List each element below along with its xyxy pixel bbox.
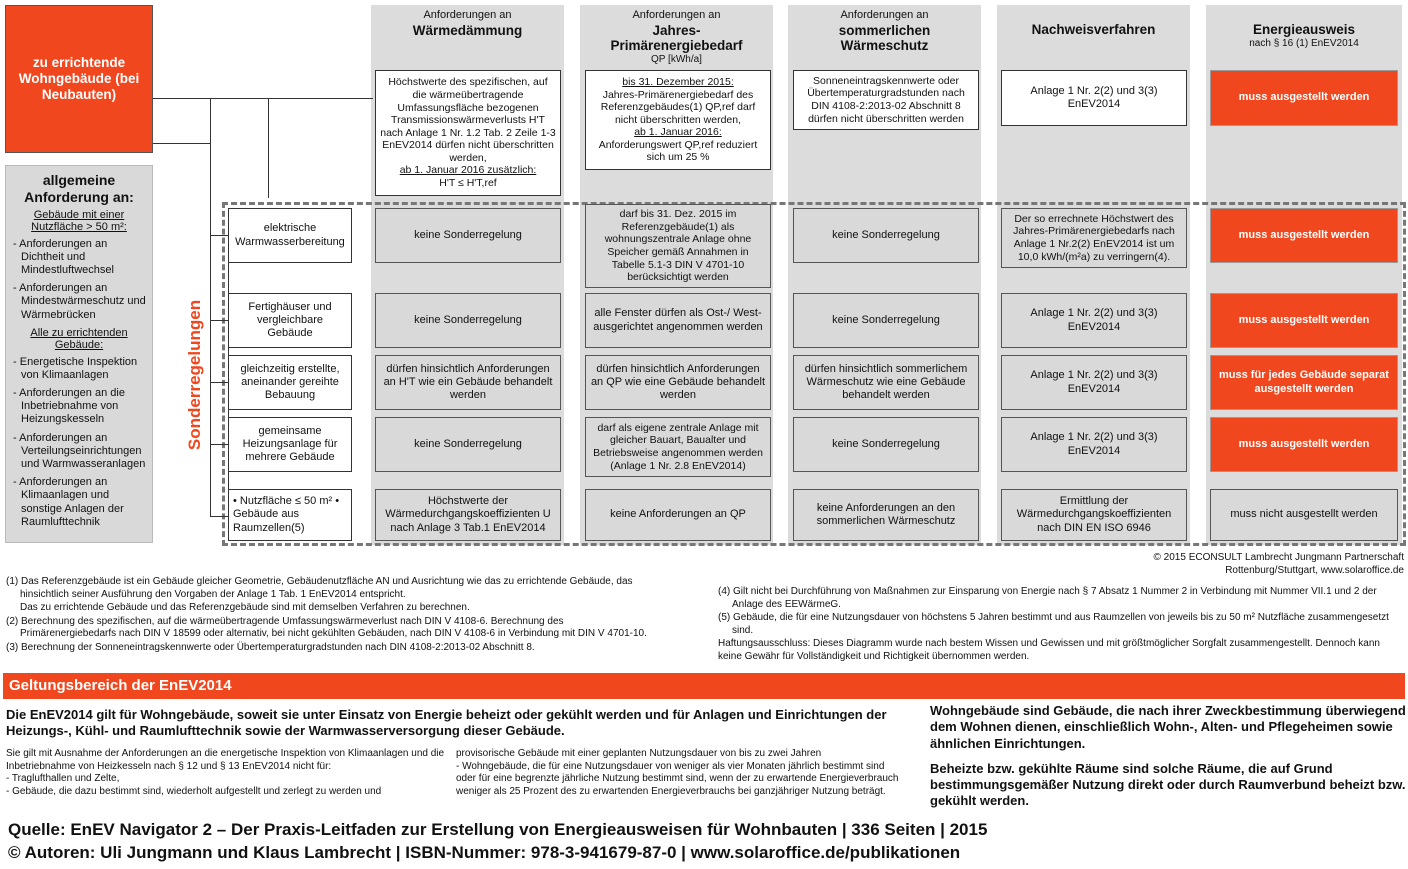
sidebar-general-requirements — [5, 165, 153, 543]
column-header-waermedaemmung: Anforderungen an Wärmedämmung — [412, 9, 523, 38]
row1-c4: Anlage 1 Nr. 2(2) und 3(3) EnEV2014 — [1001, 293, 1187, 348]
row4-c1: Höchstwerte der Wärmedurchgangskoeffizienten U nach Anlage 3 Tab.1 EnEV2014 — [375, 489, 561, 541]
geltung-col2: provisorische Gebäude mit einer geplanten Nutzungsdauer von bis zu zwei Jahren - Wohngebäude, die für eine Nutzungsdauer von weniger als vier Monaten jährlich bestimmt sind oder für eine begrenzte jährliche Nutzung bestimmt sind, wenn der zu erwartende Energieverbrauch weniger als 25 Prozent des zu erwartenden Energieverbrauchs bei ganzjähriger Nutzung beträgt. — [456, 748, 899, 797]
source-line1: Quelle: EnEV Navigator 2 – Der Praxis-Leitfaden zur Erstellung von Energieausweisen für Wohnbauten | 336 Seiten | 2015 — [8, 820, 988, 839]
row3-c2: darf als eigene zentrale Anlage mit gleicher Bauart, Baualter und Betriebsweise angenommen werden (Anlage 1 Nr. 2.8 EnEV2014) — [585, 417, 771, 477]
row3-c1: keine Sonderregelung — [375, 417, 561, 472]
list-item: - Anforderungen an Verteilungseinrichtungen und Warmwasseranlagen — [11, 432, 147, 472]
sidebar-list2 — [11, 356, 147, 529]
row1-c5: muss ausgestellt werden — [1210, 293, 1398, 348]
row1-c1: keine Sonderregelung — [375, 293, 561, 348]
row4-c3: keine Anforderungen an den sommerlichen Wärmeschutz — [793, 489, 979, 541]
connector-top — [153, 98, 373, 99]
geltung-col1: Sie gilt mit Ausnahme der Anforderungen an die energetische Inspektion von Klimaanlagen und die Inbetriebnahme von Heizkesseln nach § 12 und § 13 EnEV2014 nicht für: - Traglufthallen und Zelte, - Gebäude, die dazu bestimmt sind, wiederholt aufgestellt und zerlegt zu werden und — [6, 748, 445, 797]
connector-vertical-c1 — [268, 98, 269, 198]
neubau-box: zu errichtende Wohngebäude (bei Neubauten) — [5, 5, 153, 153]
row0-c1: keine Sonderregelung — [375, 208, 561, 263]
row2-c2: dürfen hinsichtlich Anforderungen an QP wie eine Gebäude behandelt werden — [585, 355, 771, 410]
row0-c3: keine Sonderregelung — [793, 208, 979, 263]
geltung-header: Geltungsbereich der EnEV2014 — [3, 673, 1405, 699]
row1-c2: alle Fenster dürfen als Ost-/ West-ausgerichtet angenommen werden — [585, 293, 771, 348]
geltung-right: Wohngebäude sind Gebäude, die nach ihrer Zweckbestimmung überwiegend dem Wohnen dienen, einschließlich Wohn-, Alten- und Pflegeheimen sowie ähnlichen Einrichtungen. Beheizte bzw. gekühlte Räume sind solche Räume, die auf Grund bestimmungsgemäßer Nutzung direkt oder durch Raumverbund beheizt bzw. gekühlt werden. — [930, 703, 1406, 809]
row-connector-1 — [210, 320, 228, 321]
row-label-gemeinsame-heizung: gemeinsame Heizungsanlage für mehrere Gebäude — [228, 417, 352, 472]
sidebar-sub2: Alle zu errichtenden Gebäude: — [30, 326, 128, 351]
footnotes-left: (1) Das Referenzgebäude ist ein Gebäude gleicher Geometrie, Gebäudenutzfläche AN und Ausrichtung wie das zu errichtende Gebäude, das hinsichtlich seiner Ausführung den Vorgaben der Anlage 1 Tab. 1 EnEV2014 entspricht. Das zu errichtende Gebäude und das Referenzgebäude sind mit demselben Verfahren zu berechnen. (2) Berechnung des spezifischen, auf die wärmeübertragende Umfassungswärmeverlust nach DIN V 4108-6. Berechnung des Primärenergiebedarfs nach DIN V 18599 oder alternativ, bei nicht gekühlten Gebäuden, nach DIN V 4108-6 in Verbindung mit DIN V 4701-10. (3) Berechnung der Sonneneintragskennwerte oder Übertemperaturgradstunden nach DIN 4108-2:2013-02 Abschnitt 8. — [6, 576, 647, 653]
row1-c3: keine Sonderregelung — [793, 293, 979, 348]
row3-c5: muss ausgestellt werden — [1210, 417, 1398, 472]
list-item: - Anforderungen an die Inbetriebnahme von Heizungskesseln — [11, 387, 147, 427]
source-line2: © Autoren: Uli Jungmann und Klaus Lambrecht | ISBN-Nummer: 978-3-941679-87-0 | www.solaroffice.de/publikationen — [8, 843, 961, 862]
column-header-sommer: Anforderungen an sommerlichen Wärmeschutz — [838, 9, 931, 54]
geltung-lead: Die EnEV2014 gilt für Wohngebäude, soweit sie unter Einsatz von Energie beheizt oder gekühlt werden und für Anlagen und Einrichtungen der Heizungs-, Kühl- und Raumlufttechnik sowie der Warmwasserversorgung dieser Gebäude. — [6, 707, 887, 739]
copyright: © 2015 ECONSULT Lambrecht Jungmann Partnerschaft Rottenburg/Stuttgart, www.solaroffice.de — [1153, 552, 1404, 576]
row4-c5: muss nicht ausgestellt werden — [1210, 489, 1398, 541]
row4-c4: Ermittlung der Wärmedurchgangskoeffizienten nach DIN EN ISO 6946 — [1001, 489, 1187, 541]
row-label-kleine-gebaeude: • Nutzfläche ≤ 50 m² • Gebäude aus Raumzellen(5) — [228, 489, 352, 541]
connector-sidebar — [153, 143, 211, 144]
column-header-energieausweis: Energieausweis nach § 16 (1) EnEV2014 — [1249, 22, 1359, 49]
row-connector-4 — [210, 516, 228, 517]
row2-c4: Anlage 1 Nr. 2(2) und 3(3) EnEV2014 — [1001, 355, 1187, 410]
row-label-fertighaeuser: Fertighäuser und vergleichbare Gebäude — [228, 293, 352, 348]
row0-c5: muss ausgestellt werden — [1210, 208, 1398, 263]
sonderregelungen-label: Sonderregelungen — [185, 299, 204, 451]
sidebar-list1 — [11, 238, 147, 322]
row4-c2: keine Anforderungen an QP — [585, 489, 771, 541]
main-c4-nachweis: Anlage 1 Nr. 2(2) und 3(3) EnEV2014 — [1001, 70, 1187, 126]
list-item: - Energetische Inspektion von Klimaanlagen — [11, 356, 147, 382]
row3-c4: Anlage 1 Nr. 2(2) und 3(3) EnEV2014 — [1001, 417, 1187, 472]
row0-c2: darf bis 31. Dez. 2015 im Referenzgebäude(1) als wohnungszentrale Anlage ohne Speicher gemäß Annahmen in Tabelle 5.1-3 DIN V 4701-10 berücksichtigt werden — [585, 204, 771, 288]
row-connector-3 — [210, 444, 228, 445]
row0-c4: Der so errechnete Höchstwert des Jahres-Primärenergiebedarfs nach Anlage 1 Nr.2(2) EnEV2014 ist um 10,0 kWh/(m²a) zu verringern(4). — [1001, 208, 1187, 268]
main-c5-energieausweis: muss ausgestellt werden — [1210, 70, 1398, 126]
row-connector-0 — [210, 235, 228, 236]
row2-c3: dürfen hinsichtlich sommerlichem Wärmeschutz wie eine Gebäude behandelt werden — [793, 355, 979, 410]
list-item: - Anforderungen an Dichtheit und Mindestluftwechsel — [11, 238, 147, 278]
main-c1-waermedaemmung: Höchstwerte des spezifischen, auf die wärmeübertragende Umfassungsfläche bezogenen Transmissionswärmeverlusts H'T nach Anlage 1 Nr. 1.2 Tab. 2 Zeile 1-3 EnEV2014 dürfen nicht überschritten werden, ab 1. Januar 2016 zusätzlich: H'T ≤ H'T,ref — [375, 70, 561, 196]
row3-c3: keine Sonderregelung — [793, 417, 979, 472]
main-c2-primaerenergie: bis 31. Dezember 2015: Jahres-Primärenergiebedarf des Referenzgebäudes(1) QP,ref darf nicht überschritten werden, ab 1. Januar 2016: Anforderungswert QP,ref reduziert sich um 25 % — [585, 70, 771, 170]
row-label-warmwasser: elektrische Warmwasserbereitung — [228, 208, 352, 263]
list-item: - Anforderungen an Mindestwärmeschutz und Wärmebrücken — [11, 282, 147, 322]
column-header-primaerenergie: Anforderungen an Jahres- Primärenergiebedarf QP [kWh/a] — [610, 9, 743, 65]
connector-vertical-main — [210, 98, 211, 516]
footnotes-right: (4) Gilt nicht bei Durchführung von Maßnahmen zur Einsparung von Energie nach § 7 Absatz 1 Nummer 2 in Verbindung mit Nummer VII.1 und 2 der Anlage des EEWärmeG. (5) Gebäude, die für eine Nutzungsdauer von höchstens 5 Jahren bestimmt und aus Raumzellen von jeweils bis zu 50 m² Nutzfläche zusammengesetzt sind. Haftungsausschluss: Dieses Diagramm wurde nach bestem Wissen und Gewissen und mit größtmöglicher Sorgfalt zusammengestellt. Dennoch kann keine Gewähr für Vollständigkeit und Richtigkeit übernommen werden. — [718, 586, 1389, 662]
list-item: - Anforderungen an Klimaanlagen und sonstige Anlagen der Raumlufttechnik — [11, 476, 147, 529]
row-label-reihenbebauung: gleichzeitig erstellte, aneinander gereihte Bebauung — [228, 355, 352, 410]
row2-c1: dürfen hinsichtlich Anforderungen an H'T wie ein Gebäude behandelt werden — [375, 355, 561, 410]
row-connector-2 — [210, 382, 228, 383]
column-header-nachweis: Nachweisverfahren — [1031, 22, 1156, 37]
row2-c5: muss für jedes Gebäude separat ausgestellt werden — [1210, 355, 1398, 410]
sidebar-sub1: Gebäude mit einer Nutzfläche > 50 m²: — [31, 208, 127, 233]
main-c3-sommer: Sonneneintragskennwerte oder Übertemperaturgradstunden nach DIN 4108-2:2013-02 Abschnitt 8 dürfen nicht überschritten werden — [793, 70, 979, 130]
sidebar-title: allgemeine Anforderung an: — [24, 172, 134, 205]
